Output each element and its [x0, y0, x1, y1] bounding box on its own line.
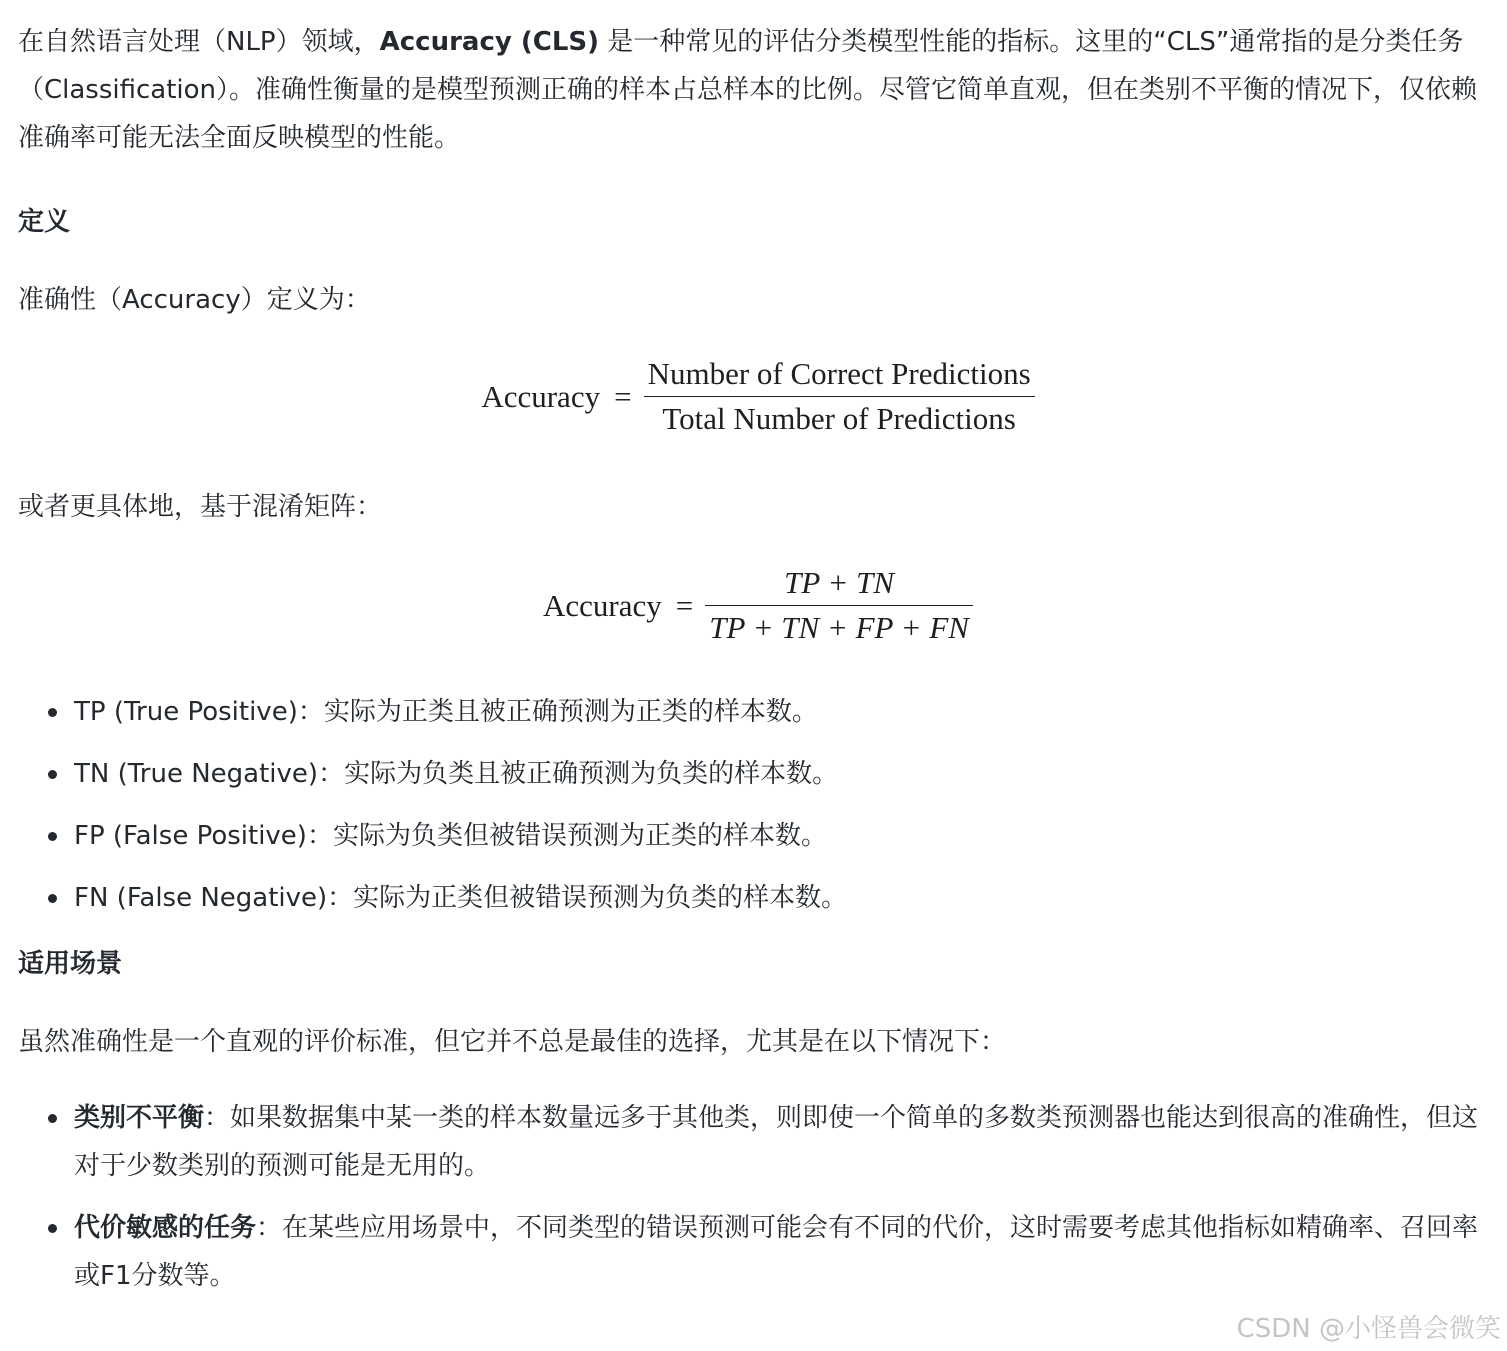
list-item [18, 750, 1496, 798]
term-label: FN (False Negative) [74, 883, 328, 913]
formula1-denominator: Total Number of Predictions [662, 401, 1016, 436]
term-desc: ：实际为正类且被正确预测为正类的样本数。 [297, 697, 818, 727]
formula2-numerator: TP + TN [705, 565, 973, 606]
definition-heading: 定义 [18, 207, 71, 237]
watermark: CSDN @小怪兽会微笑 [1236, 1314, 1501, 1344]
article-content [18, 18, 1496, 1314]
scenario-desc: ：如果数据集中某一类的样本数量远多于其他类，则即使一个简单的多数类预测器也能达到很高的准确性，但这对于少数类别的预测可能是无用的。 [74, 1103, 1479, 1181]
scenario-term: 代价敏感的任务 [74, 1213, 257, 1243]
intro-bold-term: Accuracy (CLS) [379, 27, 599, 57]
formula1-numerator: Number of Correct Predictions [644, 356, 1035, 397]
formula1-equals: = [614, 378, 632, 414]
scenario-desc: ：在某些应用场景中，不同类型的错误预测可能会有不同的代价，这时需要考虑其他指标如精确率、召回率或F1分数等。 [74, 1213, 1479, 1291]
formula2-equals: = [675, 587, 694, 623]
definition-lead: 准确性（Accuracy）定义为： [18, 285, 371, 315]
formula2-lhs: Accuracy [543, 587, 662, 623]
confusion-terms-list [18, 688, 1496, 922]
scenarios-list [18, 1094, 1496, 1300]
accuracy-formula-general [18, 356, 1496, 437]
term-desc: ：实际为负类且被正确预测为负类的样本数。 [318, 759, 839, 789]
list-item [18, 1204, 1496, 1300]
formula2-denominator: TP + TN + FP + FN [709, 610, 969, 645]
list-item [18, 874, 1496, 922]
term-desc: ：实际为负类但被错误预测为正类的样本数。 [306, 821, 827, 851]
term-label: FP (False Positive) [74, 821, 307, 851]
term-label: TP (True Positive) [74, 697, 298, 727]
definition-lead-2: 或者更具体地，基于混淆矩阵： [18, 492, 383, 522]
term-label: TN (True Negative) [74, 759, 319, 789]
list-item [18, 812, 1496, 860]
intro-text-1: 在自然语言处理（NLP）领域， [18, 27, 380, 57]
list-item [18, 1094, 1496, 1190]
formula2-fraction [707, 565, 971, 646]
intro-paragraph [18, 18, 1496, 162]
accuracy-formula-confusion [18, 565, 1496, 646]
scenario-term: 类别不平衡 [74, 1103, 205, 1133]
scenarios-lead: 虽然准确性是一个直观的评价标准，但它并不总是最佳的选择，尤其是在以下情况下： [18, 1027, 1007, 1057]
scenarios-heading: 适用场景 [18, 949, 123, 979]
intro-text-2: 是一种常见的评估分类模型性能的指标。这里的“CLS”通常指的是分类任务（Classification）。准确性衡量的是模型预测正确的样本占总样本的比例。尽管它简单直观，但在类别不平衡的情况下，仅依赖准确率可能无法全面反映模型的性能。 [18, 27, 1478, 153]
formula1-lhs: Accuracy [481, 378, 601, 414]
term-desc: ：实际为正类但被错误预测为负类的样本数。 [327, 883, 848, 913]
list-item [18, 688, 1496, 736]
formula1-fraction [646, 356, 1033, 437]
